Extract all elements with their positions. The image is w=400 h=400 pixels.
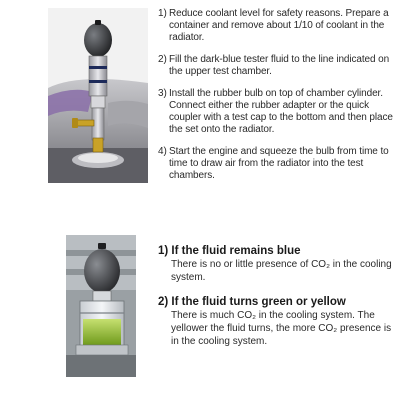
step-number: 2): [158, 54, 167, 65]
step-2: [158, 54, 394, 78]
result-title: 2) If the fluid turns green or yellow: [158, 296, 346, 308]
green-fluid: [83, 319, 121, 345]
result-interpretation: [158, 244, 394, 359]
step-text: Reduce coolant level for safety reasons. Prepare a container and remove about 1/10 of coolant in the radiator.: [169, 8, 389, 43]
result-body: There is no or little presence of CO₂ in the cooling system.: [171, 259, 392, 283]
step-4: [158, 146, 394, 182]
step-number: 1): [158, 8, 167, 19]
result-body: There is much CO₂ in the cooling system. The yellower the fluid turns, the more CO₂ presence is in the cooling system.: [171, 310, 392, 347]
step-1: [158, 8, 394, 44]
result-blue: [158, 244, 394, 284]
step-3: [158, 88, 394, 136]
tester-installation-photo: [48, 8, 148, 183]
tester-fluid-photo: [66, 235, 136, 377]
step-number: 4): [158, 146, 167, 157]
step-text: Install the rubber bulb on top of chamber cylinder. Connect either the rubber adapter or the quick coupler with a test cap to the bottom and then place the set onto the radiator.: [169, 88, 393, 135]
result-title: 1) If the fluid remains blue: [158, 245, 301, 257]
step-text: Start the engine and squeeze the bulb from time to time to draw air from the radiator into the test chambers.: [169, 146, 389, 181]
step-number: 3): [158, 88, 167, 99]
result-green-yellow: [158, 295, 394, 348]
rubber-bulb-icon: [84, 249, 120, 293]
instruction-steps: [158, 8, 394, 192]
step-text: Fill the dark-blue tester fluid to the line indicated on the upper test chamber.: [169, 54, 390, 77]
rubber-bulb-icon: [84, 23, 112, 57]
